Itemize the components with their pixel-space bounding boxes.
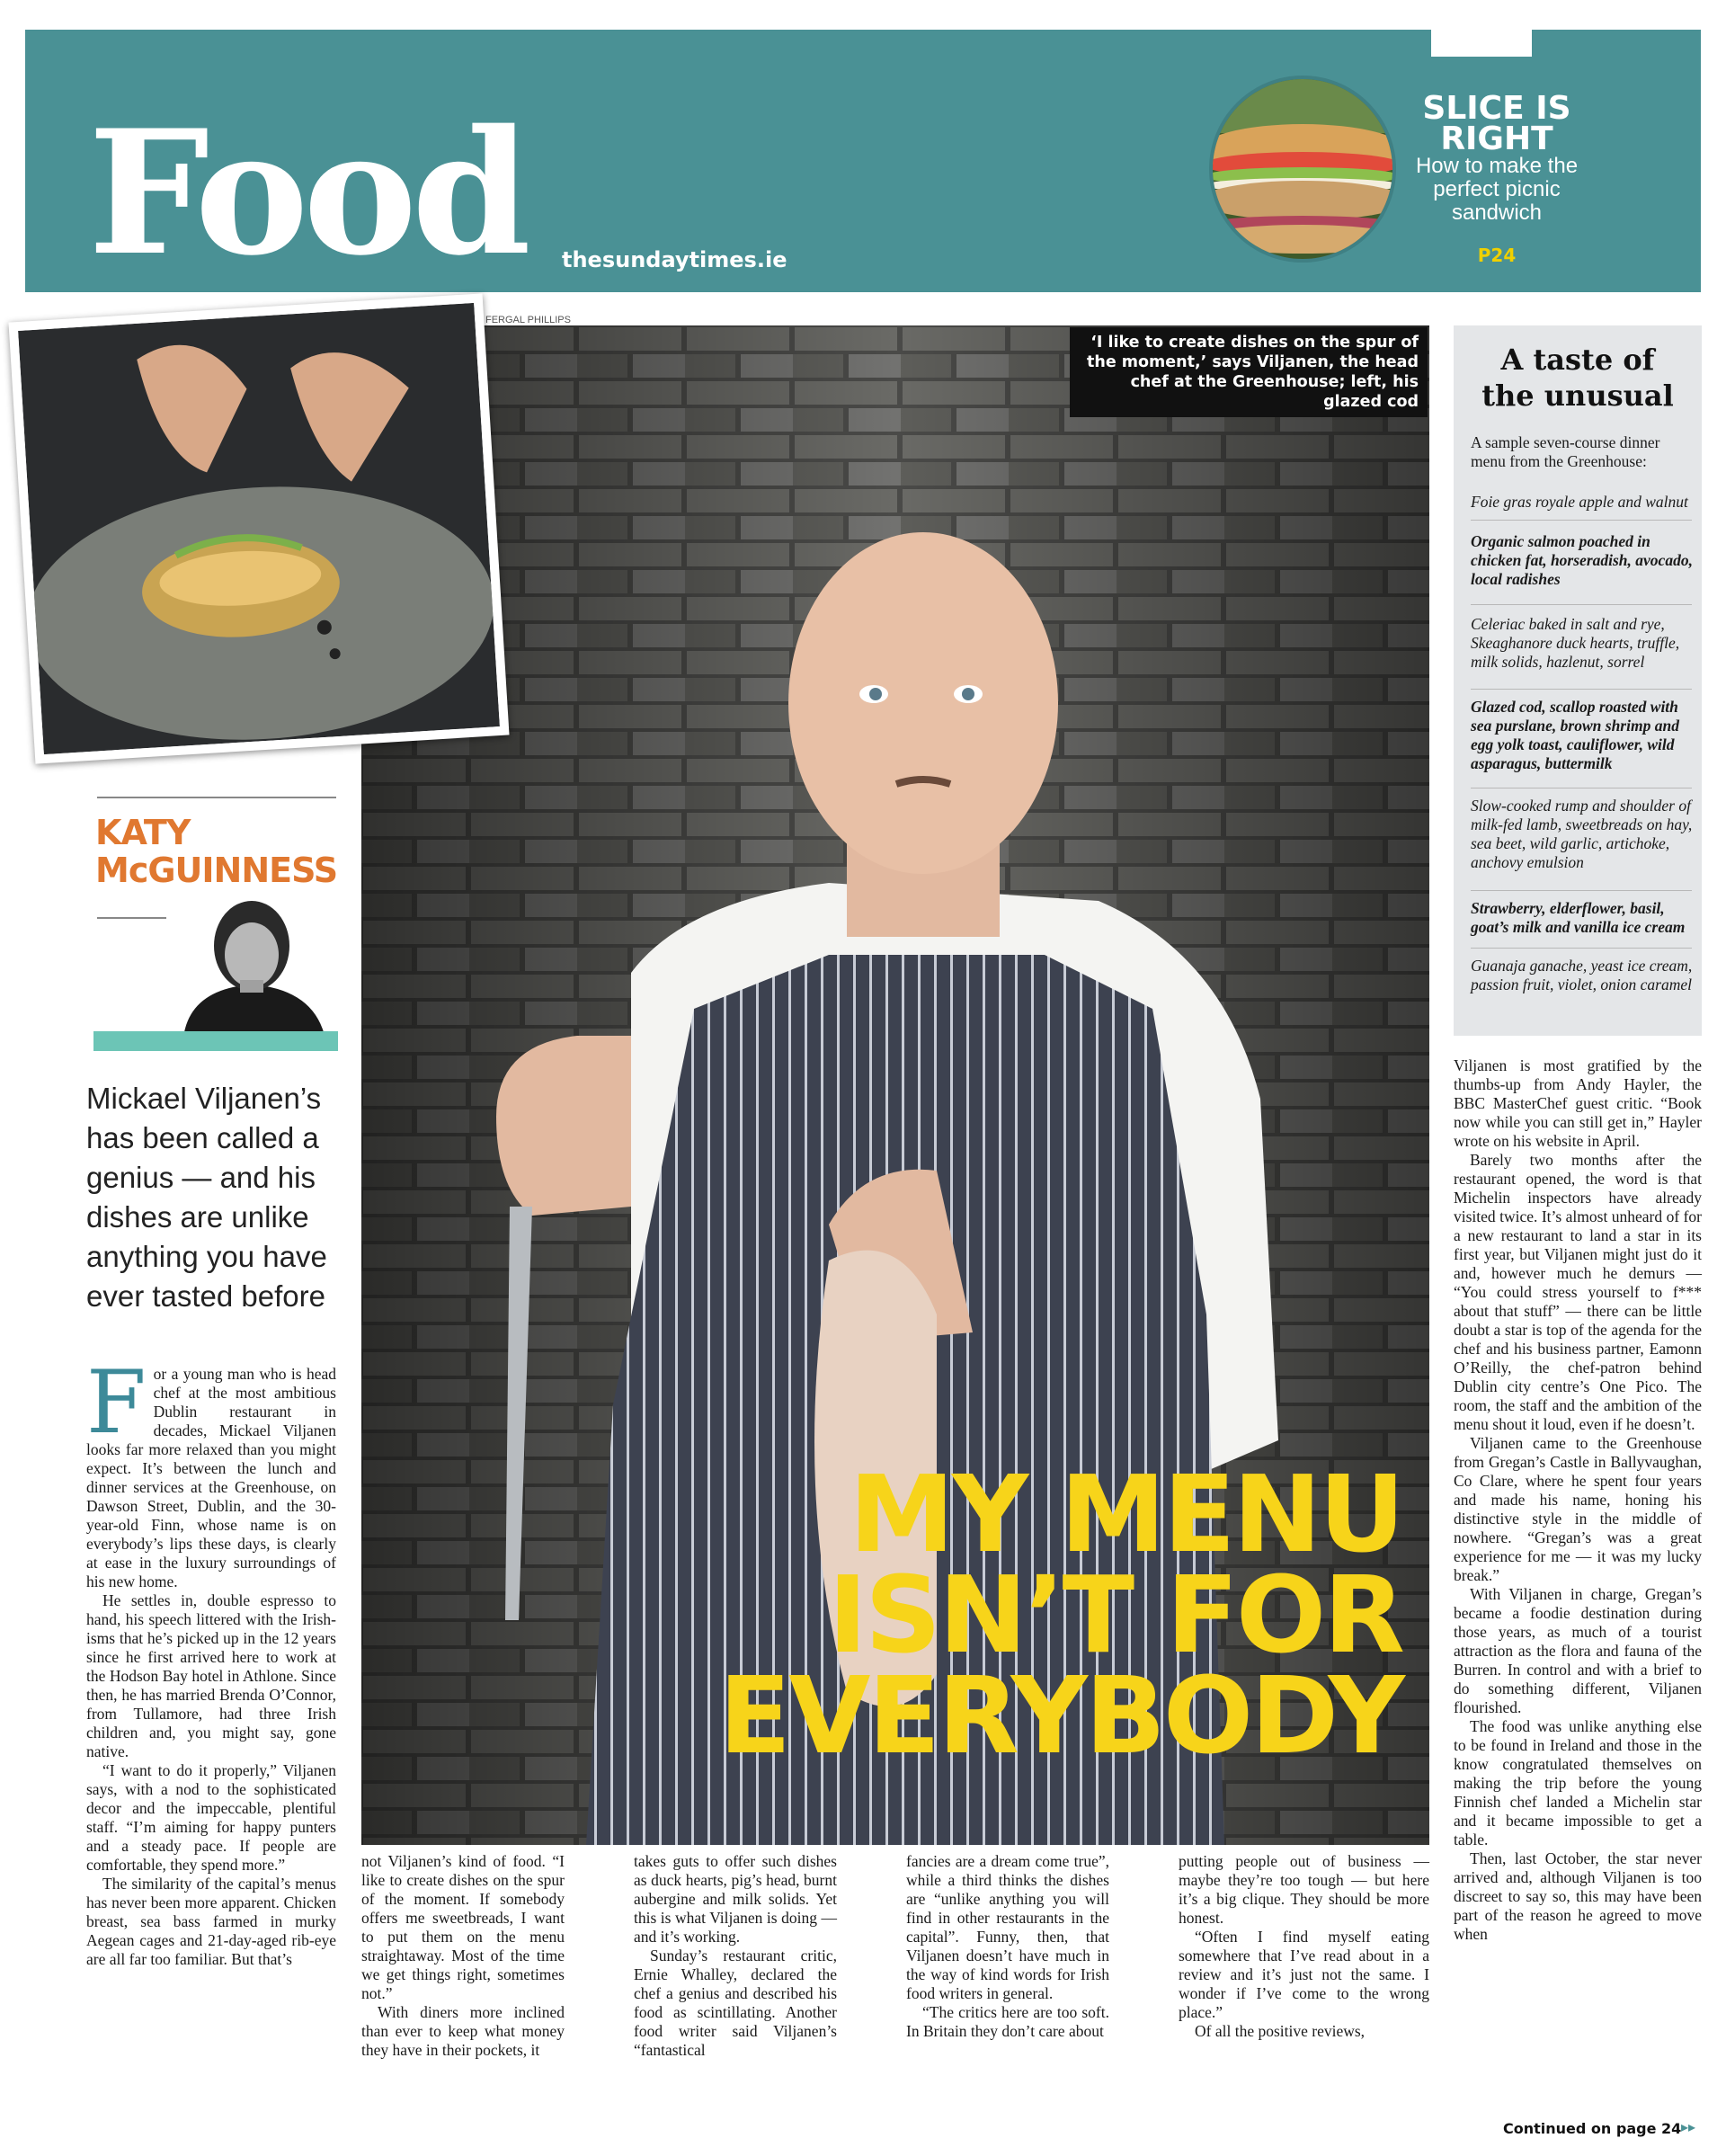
body-paragraph: With diners more inclined than ever to keep what money they have in their pockets, it xyxy=(361,2003,565,2059)
author-photo xyxy=(166,890,337,1032)
sidebar-title xyxy=(1454,342,1702,414)
sandwich-image xyxy=(1213,79,1392,259)
photo-credit: FERGAL PHILLIPS xyxy=(485,315,571,325)
article-headline xyxy=(503,1452,1402,1777)
promo-sandwich-photo[interactable] xyxy=(1209,76,1396,263)
body-paragraph: not Viljanen’s kind of food. “I like to create dishes on the spur of the moment. If somebody offers me sweetbreads, I want to put them on the menu straightaway. Most of the time we get things right, sometimes not.” xyxy=(361,1852,565,2002)
menu-divider xyxy=(1471,689,1692,690)
photo-caption: ‘I like to create dishes on the spur of the moment,’ says Viljanen, the head chef at the Greenhouse; left, his glazed cod xyxy=(1070,327,1428,417)
body-paragraph: “Often I find myself eating somewhere that I’ve read about in a review and it’s just not the same. I wonder if I’ve come to the wrong place.” xyxy=(1179,1928,1429,2021)
body-paragraph: Of all the positive reviews, xyxy=(1195,2022,1366,2040)
body-paragraph: Then, last October, the star never arrived and, although Viljanen is too discreet to say so, this may have been part of the reason he agreed to move when xyxy=(1454,1849,1702,1943)
body-paragraph: “The critics here are too soft. In Britain they don’t care about xyxy=(906,2003,1109,2040)
sidebar-title-line1: A taste of xyxy=(1500,343,1655,377)
body-column-5 xyxy=(1179,1852,1429,2041)
body-paragraph: The similarity of the capital’s menus has never been more apparent. Chicken breast, sea bass farmed in murky Aegean cages and 21-day-aged rib-eye are all far too familiar. But that’s xyxy=(86,1875,336,1968)
body-paragraph: With Viljanen in charge, Gregan’s became a foodie destination during those years, as much of a tourist attraction as the flora and fauna of the Burren. In control and with a brief to do something different, Viljanen flourished. xyxy=(1454,1585,1702,1716)
body-column-3 xyxy=(634,1852,837,2060)
promo-headline-line1: SLICE IS xyxy=(1422,90,1571,127)
author-name[interactable] xyxy=(95,814,347,889)
body-paragraph: The food was unlike anything else to be found in Ireland and those in the know congratulated themselves on making the trip before the young Finnish chef landed a Michelin star and it became impossible to get a table. xyxy=(1454,1717,1702,1849)
menu-course: Celeriac baked in salt and rye, Skeaghanore duck hearts, truffle, milk solids, hazlenut, sorrel xyxy=(1471,615,1680,671)
menu-course: Guanaja ganache, yeast ice cream, passion fruit, violet, onion caramel xyxy=(1471,957,1693,993)
menu-course: Slow-cooked rump and shoulder of milk-fed lamb, sweetbreads on hay, sea beet, wild garlic, artichoke, anchovy emulsion xyxy=(1471,797,1693,871)
body-paragraph: “I want to do it properly,” Viljanen says, with a nod to the sophisticated decor and the impeccable, plentiful staff. “I’m aiming for happy punters and a steady pace. If people are comfortable, they spend more.” xyxy=(86,1761,336,1874)
headline-line-2: ISN’T FOR xyxy=(828,1553,1402,1677)
glazed-cod-inset-photo xyxy=(8,293,509,763)
byline-rule xyxy=(97,797,336,798)
glazed-cod-image xyxy=(18,303,500,754)
promo-headline-line2: RIGHT xyxy=(1440,120,1553,157)
promo-page-reference[interactable]: P24 xyxy=(1477,245,1517,266)
body-paragraph: Barely two months after the restaurant opened, the word is that Michelin inspectors have already visited twice. It’s almost unheard of for a new restaurant to land a star in its first year, but Viljanen might just do it and, however much he demurs — “You could stress yourself to f*** about that stuff” — there can be little doubt a star is top of the agenda for the chef and his business partner, Eamonn O’Reilly, the chef-patron behind Dublin city centre’s One Pico. The room, the staff and the ambition of the menu shout it loud, even if he doesn’t. xyxy=(1454,1151,1702,1433)
menu-course: Foie gras royale apple and walnut xyxy=(1471,493,1688,511)
body-paragraph: fancies are a dream come true”, while a third thinks the dishes are “unlike anything you will find in other restaurants in the capital”. Funny, then, that Viljanen doesn’t have much in the way of kind words for Irish food writers in general. xyxy=(906,1852,1109,2002)
author-last-name: McGUINNESS xyxy=(95,851,338,890)
body-column-4 xyxy=(906,1852,1109,2041)
byline-accent-bar xyxy=(93,1031,338,1051)
sidebar-title-line2: the unusual xyxy=(1481,379,1674,413)
body-paragraph: or a young man who is head chef at the most ambitious Dublin restaurant in decades, Mickael Viljanen looks far more relaxed than you might expect. It’s between the lunch and dinner services at the Greenhouse, on Dawson Street, Dublin, and the 30-year-old Finn, whose name is on everybody’s lips these days, is clearly at ease in the luxury surroundings of his new home. xyxy=(86,1365,336,1590)
sidebar-intro: A sample seven-course dinner menu from the Greenhouse: xyxy=(1471,433,1660,470)
continue-arrow-icon[interactable]: ▸▸ xyxy=(1681,2118,1696,2135)
menu-course: Organic salmon poached in chicken fat, horseradish, avocado, local radishes xyxy=(1471,532,1693,588)
masthead-notch xyxy=(1431,30,1532,57)
promo-subtitle: How to make the perfect picnic sandwich xyxy=(1415,154,1579,225)
drop-cap: F xyxy=(86,1352,147,1453)
headline-line-1: MY MENU xyxy=(849,1452,1402,1576)
menu-divider xyxy=(1471,604,1692,605)
menu-course: Glazed cod, scallop roasted with sea purslane, brown shrimp and egg yolk toast, cauliflower, wild asparagus, buttermilk xyxy=(1471,698,1679,772)
body-column-2 xyxy=(361,1852,565,2060)
body-paragraph: Viljanen is most gratified by the thumbs-up from Andy Hayler, the BBC MasterChef guest critic. “Book now while you can still get in,” Hayler wrote on his website in April. xyxy=(1454,1056,1702,1150)
body-paragraph: Sunday’s restaurant critic, Ernie Whalley, declared the chef a genius and described his food as scintillating. Another food writer said Viljanen’s “fantastical xyxy=(634,1947,837,2059)
menu-course: Strawberry, elderflower, basil, goat’s milk and vanilla ice cream xyxy=(1471,899,1686,936)
promo-headline[interactable] xyxy=(1402,90,1591,157)
headline-line-3: EVERYBODY xyxy=(718,1653,1402,1777)
body-column-1 xyxy=(86,1352,336,1969)
body-paragraph: Viljanen came to the Greenhouse from Gregan’s Castle in Ballyvaughan, Co Clare, where he spent four years and made his name, honing his distinctive style in the middle of nowhere. “Gregan’s was a great experience for me — it was my lucky break.” xyxy=(1454,1434,1702,1584)
author-first-name: KATY xyxy=(95,813,191,852)
menu-divider xyxy=(1471,948,1692,949)
continued-link[interactable]: Continued on page 24 xyxy=(1503,2120,1682,2137)
body-column-6 xyxy=(1454,1056,1702,1944)
body-paragraph: He settles in, double espresso to hand, his speech littered with the Irish-isms that he’s picked up in the 12 years since he first arrived here to work at the Hodson Bay hotel in Athlone. Since then, he has married Brenda O’Connor, from Tullamore, had three Irish children and, you might say, gone native. xyxy=(86,1591,336,1760)
section-title: Food xyxy=(88,93,526,293)
body-paragraph: takes guts to offer such dishes as duck hearts, pig’s head, burnt aubergine and milk solids. Yet this is what Viljanen is doing — and it’s working. xyxy=(634,1852,837,1946)
body-paragraph: putting people out of business — maybe they’re too tough — but here it’s a big clique. They should be more honest. xyxy=(1179,1852,1429,1927)
author-portrait xyxy=(166,890,337,1032)
site-url[interactable]: thesundaytimes.ie xyxy=(562,247,787,272)
menu-divider xyxy=(1471,520,1692,521)
standfirst: Mickael Viljanen’s has been called a genius — and his dishes are unlike anything you have ever tasted before xyxy=(86,1082,327,1313)
menu-divider xyxy=(1471,890,1692,891)
